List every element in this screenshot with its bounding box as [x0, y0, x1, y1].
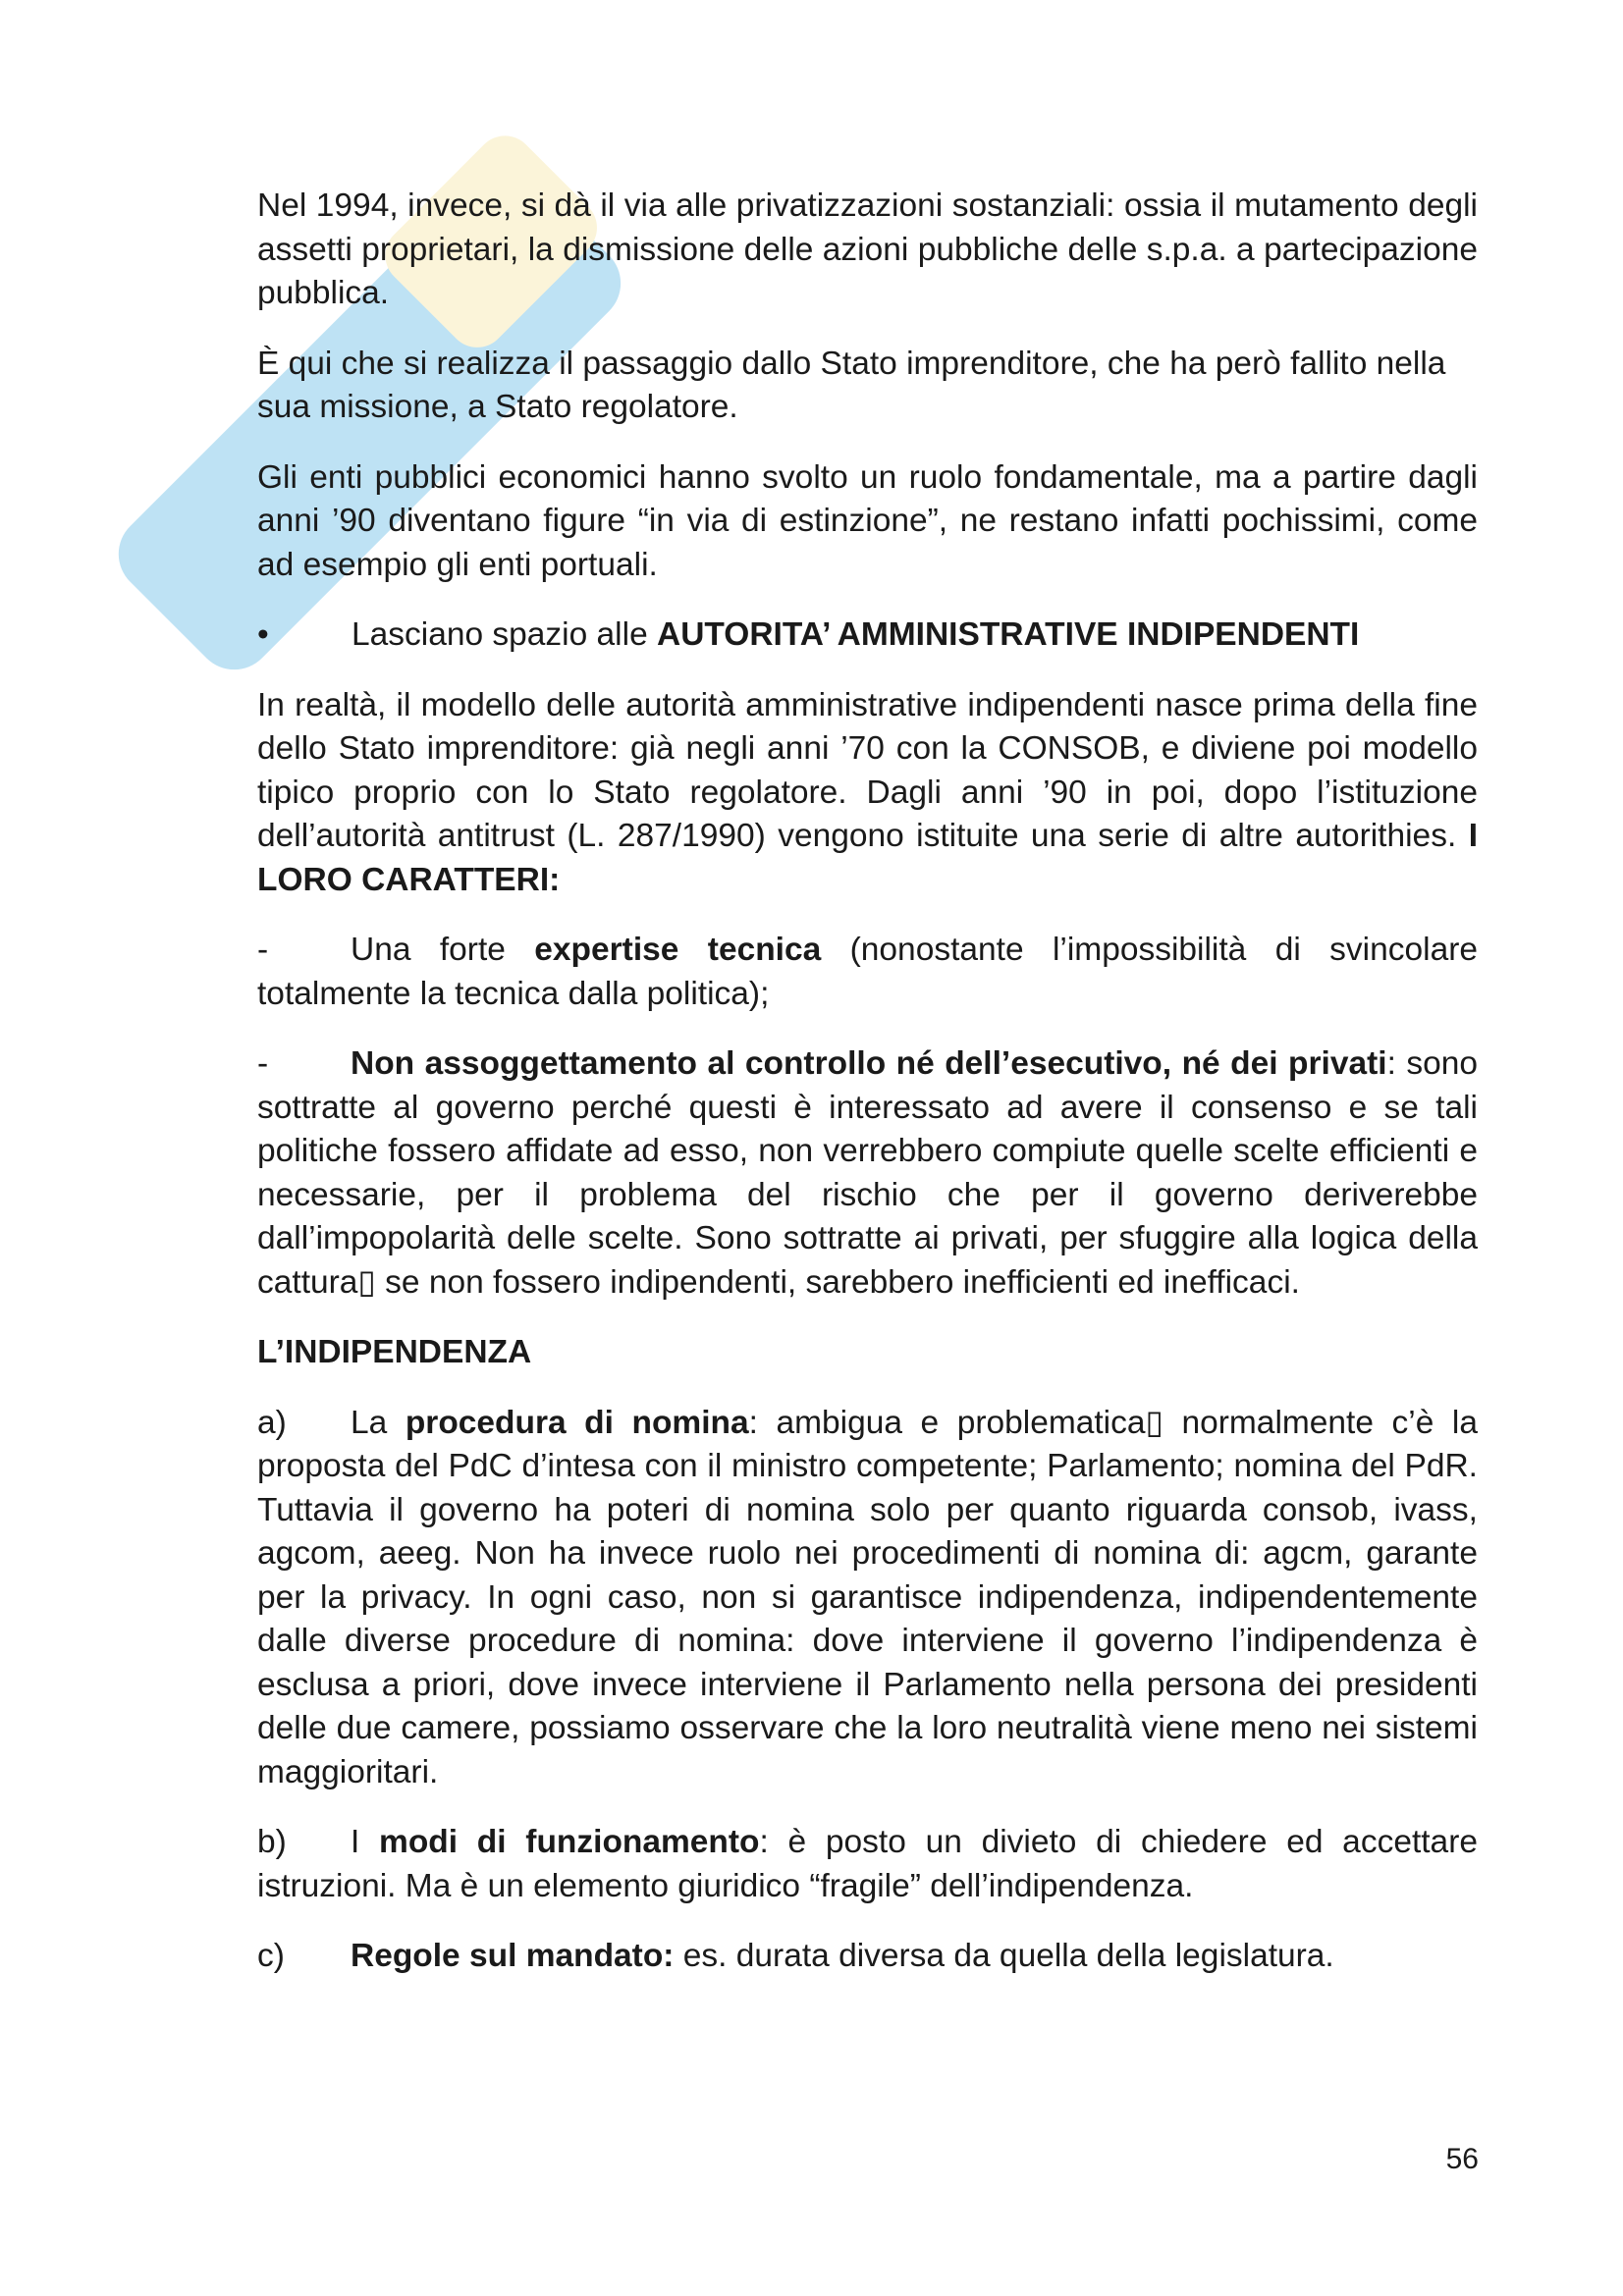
paragraph-modello-text: In realtà, il modello delle autorità amministrative indipendenti nasce prima della fine dello Stato imprenditore: già negli anni ’70 con la CONSOB, e diviene poi modello tipico proprio con lo Stato regolatore. Dagli anni ’90 in poi, dopo l’istituzione dell’autorità antitrust (L. 287/1990) vengono istituite una serie di altre autorithies. — [257, 686, 1478, 854]
dash1-bold: expertise tecnica — [534, 932, 822, 968]
paragraph-caratteri-bold: I LORO CARATTERI: — [257, 818, 1478, 898]
item-a-procedura-nomina — [257, 1402, 1478, 1795]
item-b-bold: modi di funzionamento — [379, 1824, 760, 1860]
paragraph-enti-pubblici: Gli enti pubblici economici hanno svolto un ruolo fondamentale, ma a partire dagli anni ’90 diventano figure “in via di estinzione”, ne restano infatti pochissimi, come ad esempio gli enti portuali. — [257, 458, 1478, 583]
item-a-pre: La — [351, 1404, 406, 1441]
paragraph-modello-autorita — [257, 684, 1478, 903]
item-c-regole-mandato — [257, 1935, 1478, 1979]
bullet-text-bold: AUTORITA’ AMMINISTRATIVE INDIPENDENTI — [657, 616, 1360, 653]
bullet-autorita — [257, 614, 1478, 658]
document-body — [257, 185, 1478, 2005]
item-b-pre: I — [351, 1824, 380, 1860]
dash2-post: : sono sottratte al governo perché questi è interessato ad avere il consenso e se tali politiche fossero affidate ad esso, non verrebbero compiute quelle scelte efficienti e necessarie, per il problema del rischio che per il governo deriverebbe dall’impopolarità delle scelte. Sono sottratte ai privati, per sfuggire alla logica della cattura▯ se non fossero indipendenti, sarebbero inefficienti ed inefficaci. — [257, 1045, 1478, 1301]
item-a-bold: procedura di nomina — [405, 1404, 749, 1441]
item-b-mark: b) — [257, 1824, 287, 1860]
paragraph-stato-regolatore: È qui che si realizza il passaggio dallo Stato imprenditore, che ha però fallito nella sua missione, a Stato regolatore. — [257, 345, 1446, 425]
item-b-modi-funzionamento — [257, 1821, 1478, 1908]
item-a-mark: a) — [257, 1404, 287, 1441]
item-b-post: : è posto un divieto di chiedere ed accettare istruzioni. Ma è un elemento giuridico “fragile” dell’indipendenza. — [257, 1824, 1478, 1904]
item-c-post: es. durata diversa da quella della legislatura. — [674, 1938, 1334, 1974]
dash-mark: - — [257, 1045, 269, 1082]
page-number: 56 — [1445, 2143, 1479, 2175]
dash-item-expertise — [257, 929, 1478, 1016]
bullet-text-plain: Lasciano spazio alle — [352, 616, 658, 653]
paragraph-privatizzazioni: Nel 1994, invece, si dà il via alle privatizzazioni sostanziali: ossia il mutamento degli assetti proprietari, la dismissione delle azioni pubbliche delle s.p.a. a partecipazione pubblica. — [257, 187, 1478, 311]
item-a-post: : ambigua e problematica▯ normalmente c’è la proposta del PdC d’intesa con il ministro competente; Parlamento; nomina del PdR. Tuttavia il governo ha poteri di nomina solo per quanto riguarda consob, ivass, agcom, aeeg. Non ha invece ruolo nei procedimenti di nomina di: agcm, garante per la privacy. In ogni caso, non si garantisce indipendenza, indipendentemente dalle diverse procedure di nomina: dove interviene il governo l’indipendenza è esclusa a priori, dove invece interviene il Parlamento nella persona dei presidenti delle due camere, possiamo osservare che la loro neutralità viene meno nei sistemi maggioritari. — [257, 1404, 1478, 1790]
bullet-dot: • — [257, 616, 269, 653]
dash1-post: (nonostante l’impossibilità di svincolare totalmente la tecnica dalla politica); — [257, 932, 1478, 1012]
dash-mark: - — [257, 932, 269, 968]
item-c-bold: Regole sul mandato: — [351, 1938, 675, 1974]
dash-item-non-assoggettamento — [257, 1042, 1478, 1305]
item-c-mark: c) — [257, 1938, 285, 1974]
dash1-pre: Una forte — [351, 932, 535, 968]
bullet-text — [352, 614, 1478, 658]
section-heading-indipendenza: L’INDIPENDENZA — [257, 1334, 532, 1370]
dash2-bold: Non assoggettamento al controllo né dell’esecutivo, né dei privati — [351, 1045, 1387, 1082]
